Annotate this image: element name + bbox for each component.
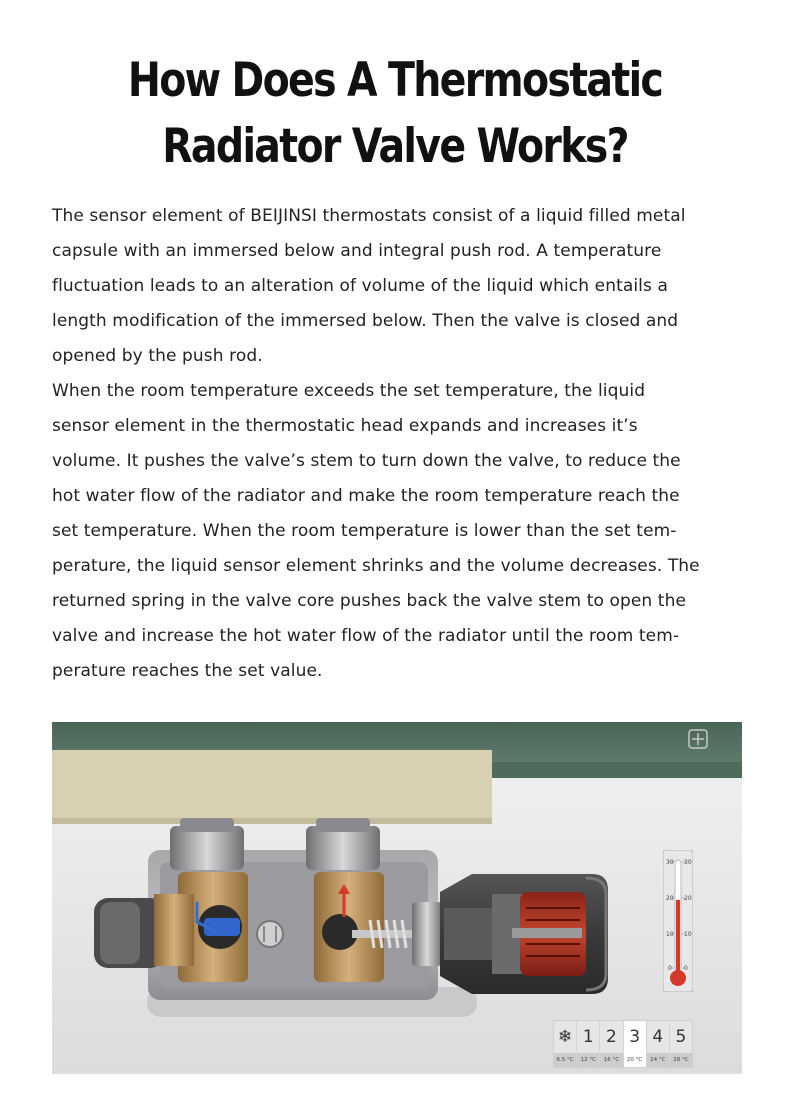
setting-cell-5	[670, 1021, 692, 1067]
body-line: sensor element in the thermostatic head expands and increases it’s	[52, 416, 638, 436]
thermometer-label: 10	[666, 931, 674, 938]
thermometer-label: 0	[684, 965, 688, 972]
setting-temp: 6.5 °C	[554, 1053, 576, 1067]
thermometer-label: 20	[684, 895, 692, 902]
setting-temp: 16 °C	[600, 1053, 622, 1067]
thermometer-label: 30	[666, 859, 674, 866]
setting-number: 4	[652, 1027, 664, 1047]
body-line: opened by the push rod.	[52, 346, 263, 366]
thermometer-label: 30	[684, 859, 692, 866]
thermometer-icon	[663, 850, 693, 992]
setting-number: 3	[629, 1027, 641, 1047]
body-line: valve and increase the hot water flow of the radiator until the room tem-	[52, 626, 680, 646]
page-title	[63, 48, 727, 180]
setting-cell-2	[600, 1021, 623, 1067]
body-line: perature reaches the set value.	[52, 661, 323, 681]
setting-number: 1	[582, 1027, 594, 1047]
body-line: returned spring in the valve core pushes back the valve stem to open the	[52, 591, 687, 611]
body-line: length modification of the immersed below. Then the valve is closed and	[52, 311, 679, 331]
page-title-line-1: How Does A Thermostatic	[127, 53, 663, 108]
thermometer-label: 10	[684, 931, 692, 938]
body-text	[52, 199, 752, 689]
body-line: set temperature. When the room temperature is lower than the set tem-	[52, 521, 677, 541]
setting-cell-3	[624, 1021, 647, 1067]
body-line: fluctuation leads to an alteration of volume of the liquid which entails a	[52, 276, 668, 296]
setting-cell-1	[577, 1021, 600, 1067]
setting-temp: 12 °C	[577, 1053, 599, 1067]
page-title-line-2: Radiator Valve Works?	[162, 119, 628, 174]
setting-temp: 28 °C	[670, 1053, 692, 1067]
setting-number: 5	[675, 1027, 687, 1047]
body-line: volume. It pushes the valve’s stem to turn down the valve, to reduce the	[52, 451, 681, 471]
thermometer-label: 20	[666, 895, 674, 902]
snowflake-icon: ❄	[557, 1027, 573, 1047]
body-line: capsule with an immersed below and integral push rod. A temperature	[52, 241, 662, 261]
body-line: The sensor element of BEIJINSI thermostats consist of a liquid filled metal	[52, 206, 686, 226]
body-line: When the room temperature exceeds the set temperature, the liquid	[52, 381, 646, 401]
body-line: perature, the liquid sensor element shrinks and the volume decreases. The	[52, 556, 700, 576]
setting-number: 2	[606, 1027, 617, 1047]
temperature-setting-scale	[553, 1020, 693, 1068]
thermometer-label: 0	[668, 965, 672, 972]
setting-cell-frost	[554, 1021, 577, 1067]
setting-temp: 20 °C	[624, 1053, 646, 1067]
body-line: hot water flow of the radiator and make the room temperature reach the	[52, 486, 680, 506]
setting-cell-4	[647, 1021, 670, 1067]
setting-temp: 24 °C	[647, 1053, 669, 1067]
